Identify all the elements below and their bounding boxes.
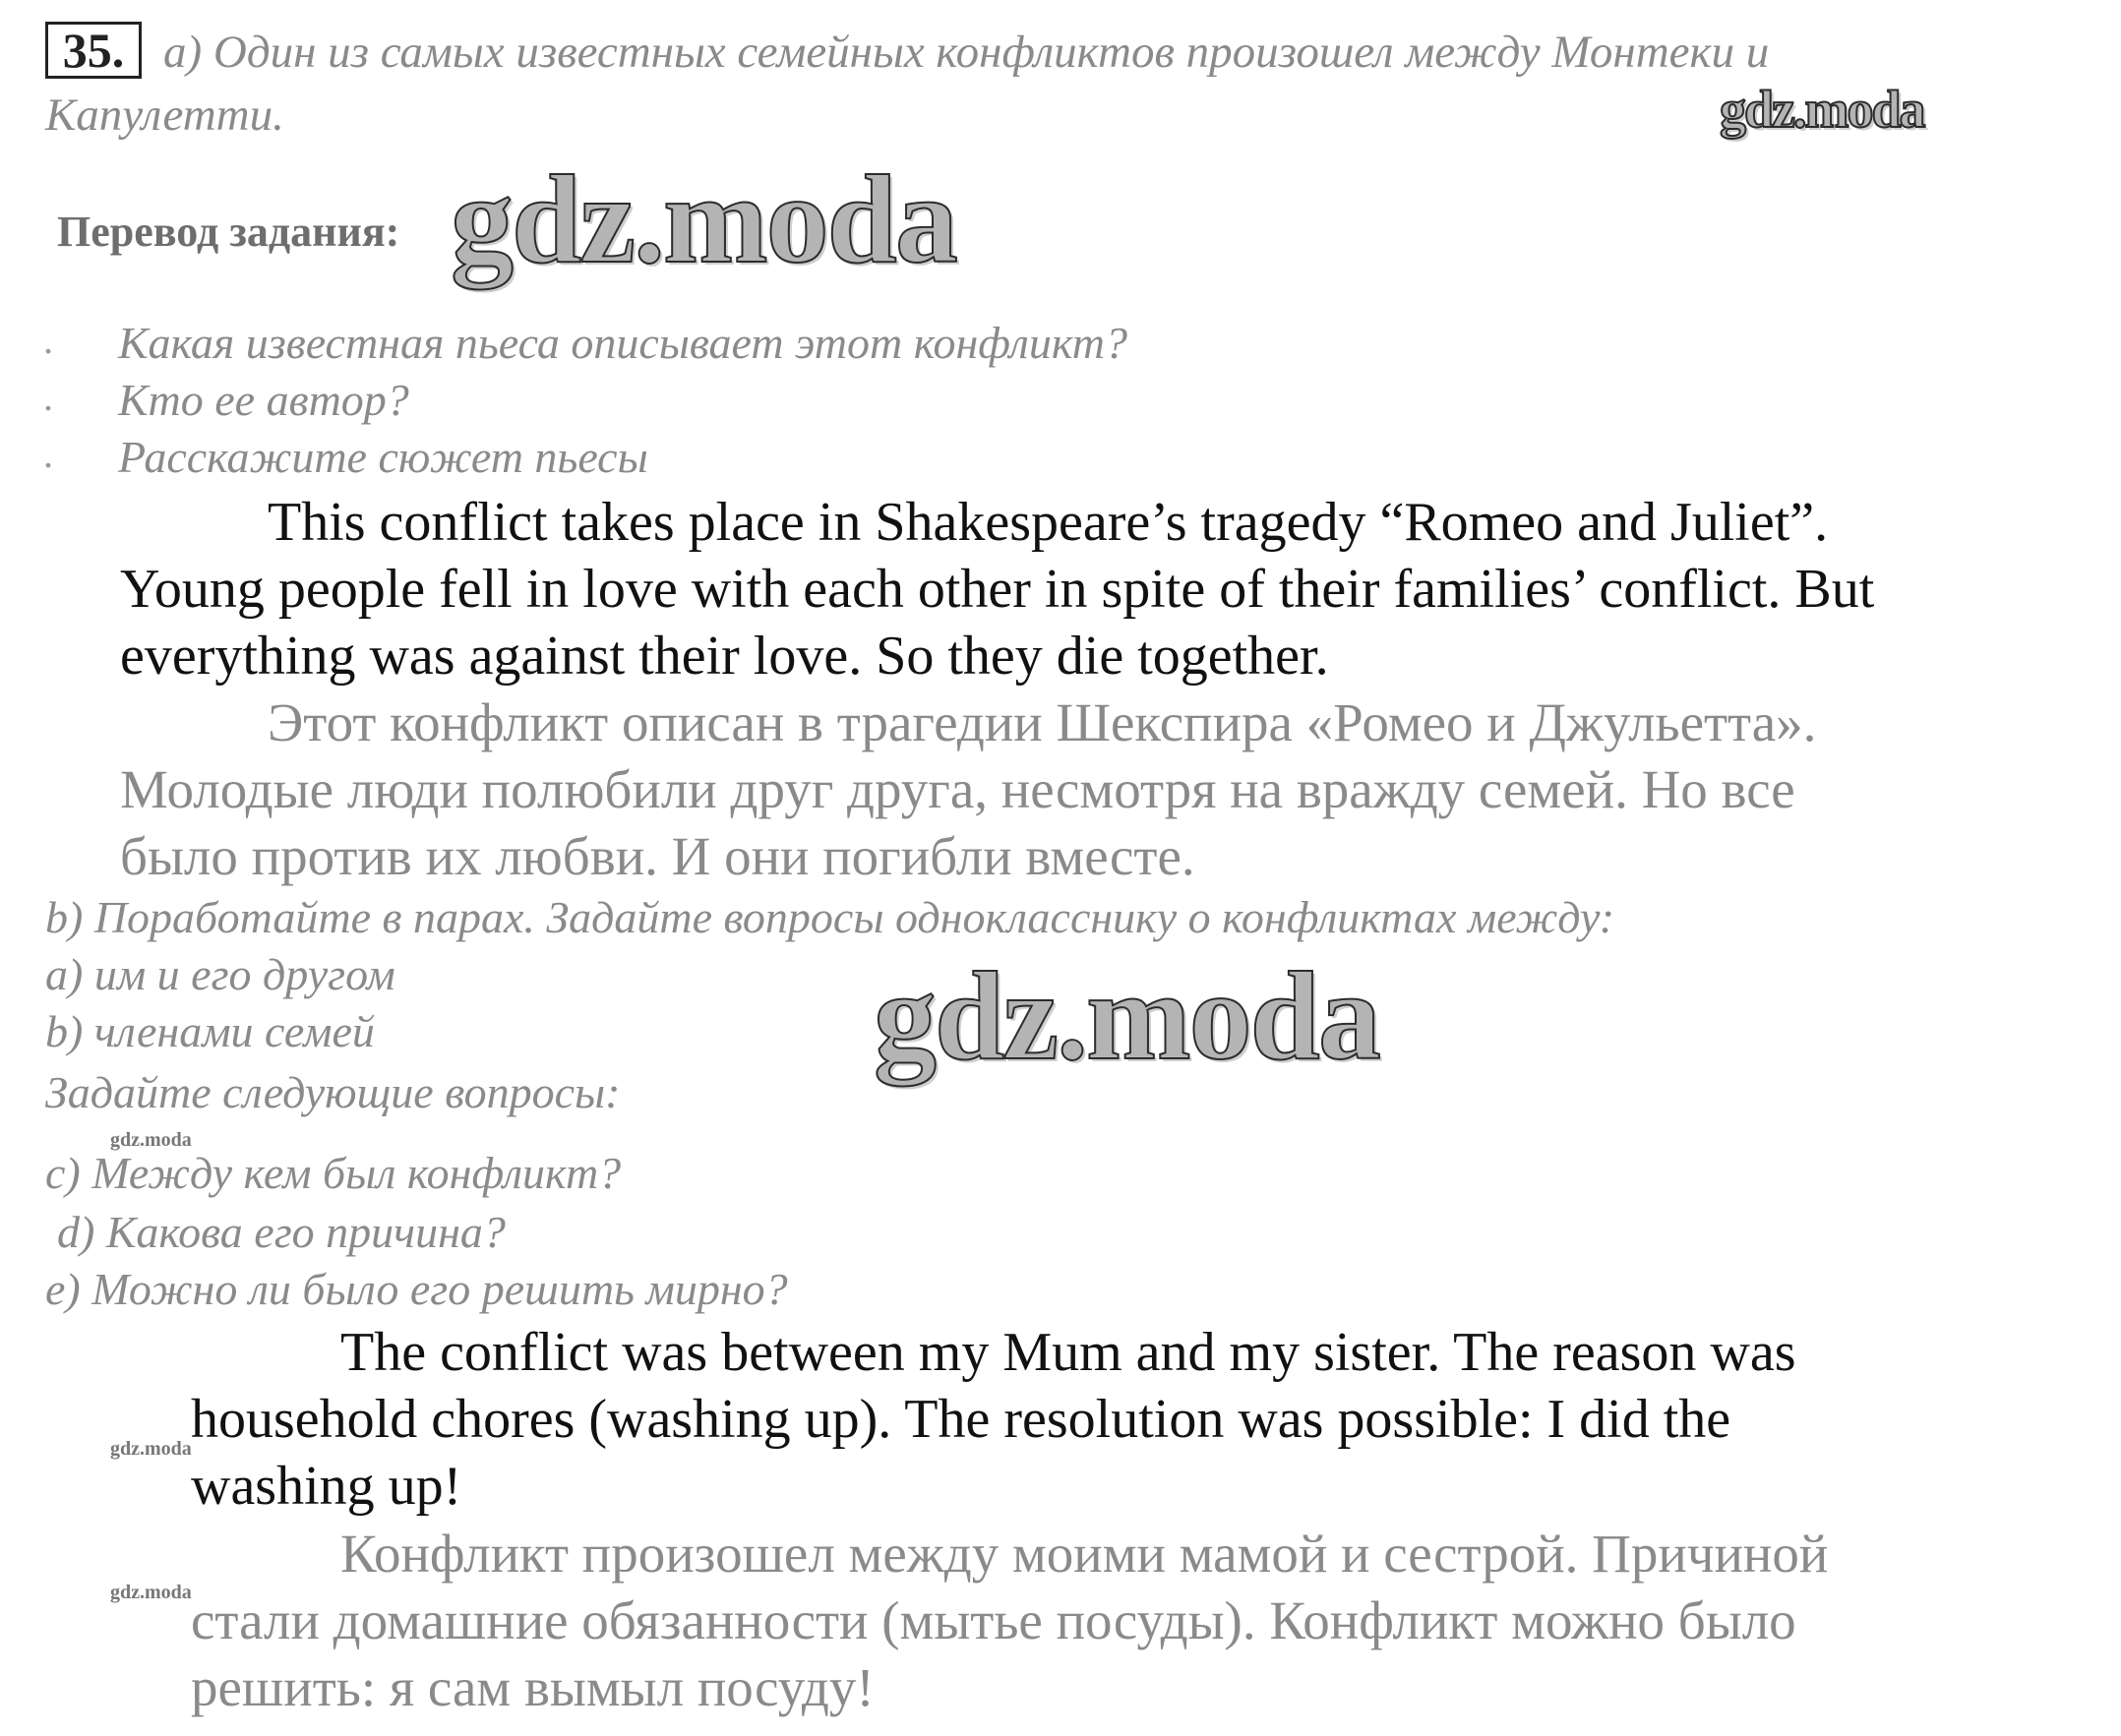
answer-b-en-line2: household chores (washing up). The resolution was possible: I did the bbox=[191, 1389, 1731, 1450]
answer-b-ru-line2: стали домашние обязанности (мытье посуды). Конфликт можно было bbox=[191, 1590, 1796, 1650]
question-a-2: Кто ее автор? bbox=[118, 375, 409, 425]
answer-a-en-line2: Young people fell in love with each other in spite of their families’ conflict. But bbox=[120, 559, 1875, 620]
answer-a-ru-line1: Этот конфликт описан в трагедии Шекспира «Ромео и Джульетта». bbox=[268, 692, 1817, 752]
part-b-question-1: c) Между кем был конфликт? bbox=[45, 1148, 622, 1198]
answer-b-en-line3: washing up! bbox=[191, 1456, 462, 1517]
bullet-dot: . bbox=[43, 432, 53, 476]
part-b-question-3: e) Можно ли было его решить мирно? bbox=[45, 1264, 788, 1314]
question-a-3: Расскажите сюжет пьесы bbox=[118, 432, 648, 482]
part-b-option-2: b) членами семей bbox=[45, 1006, 375, 1056]
task-heading-line1: a) Один из самых известных семейных конфликтов произошел между Монтеки и bbox=[163, 27, 1770, 78]
watermark-main-2: gdz.moda bbox=[874, 946, 1379, 1086]
bullet-dot: . bbox=[43, 318, 53, 362]
task-number: 35. bbox=[45, 22, 142, 79]
translation-label: Перевод задания: bbox=[57, 208, 400, 256]
question-a-1: Какая известная пьеса описывает этот конфликт? bbox=[118, 318, 1127, 368]
answer-b-ru-line1: Конфликт произошел между моими мамой и сестрой. Причиной bbox=[340, 1524, 1829, 1584]
answer-a-ru-line2: Молодые люди полюбили друг друга, несмотря на вражду семей. Но все bbox=[120, 759, 1795, 819]
answer-a-en-line3: everything was against their love. So they die together. bbox=[120, 626, 1329, 687]
watermark-main-1: gdz.moda bbox=[451, 150, 956, 289]
watermark-small-2: gdz.moda bbox=[110, 1438, 192, 1460]
task-heading-line2: Капулетти. bbox=[45, 90, 284, 141]
part-b-instruction: b) Поработайте в парах. Задайте вопросы однокласснику о конфликтах между: bbox=[45, 892, 1615, 942]
answer-a-en-line1: This conflict takes place in Shakespeare’s tragedy “Romeo and Juliet”. bbox=[268, 492, 1829, 553]
watermark-small-1: gdz.moda bbox=[110, 1129, 192, 1151]
answer-b-en-line1: The conflict was between my Mum and my sister. The reason was bbox=[340, 1322, 1796, 1383]
part-b-question-2: d) Какова его причина? bbox=[57, 1207, 506, 1257]
watermark-small-3: gdz.moda bbox=[110, 1582, 192, 1603]
answer-a-ru-line3: было против их любви. И они погибли вместе. bbox=[120, 826, 1195, 886]
watermark-top-right: gdz.moda bbox=[1720, 80, 1924, 139]
part-b-option-1: a) им и его другом bbox=[45, 949, 395, 999]
bullet-dot: . bbox=[43, 375, 53, 419]
answer-b-ru-line3: решить: я сам вымыл посуду! bbox=[191, 1657, 875, 1717]
part-b-ask-label: Задайте следующие вопросы: bbox=[45, 1067, 621, 1117]
